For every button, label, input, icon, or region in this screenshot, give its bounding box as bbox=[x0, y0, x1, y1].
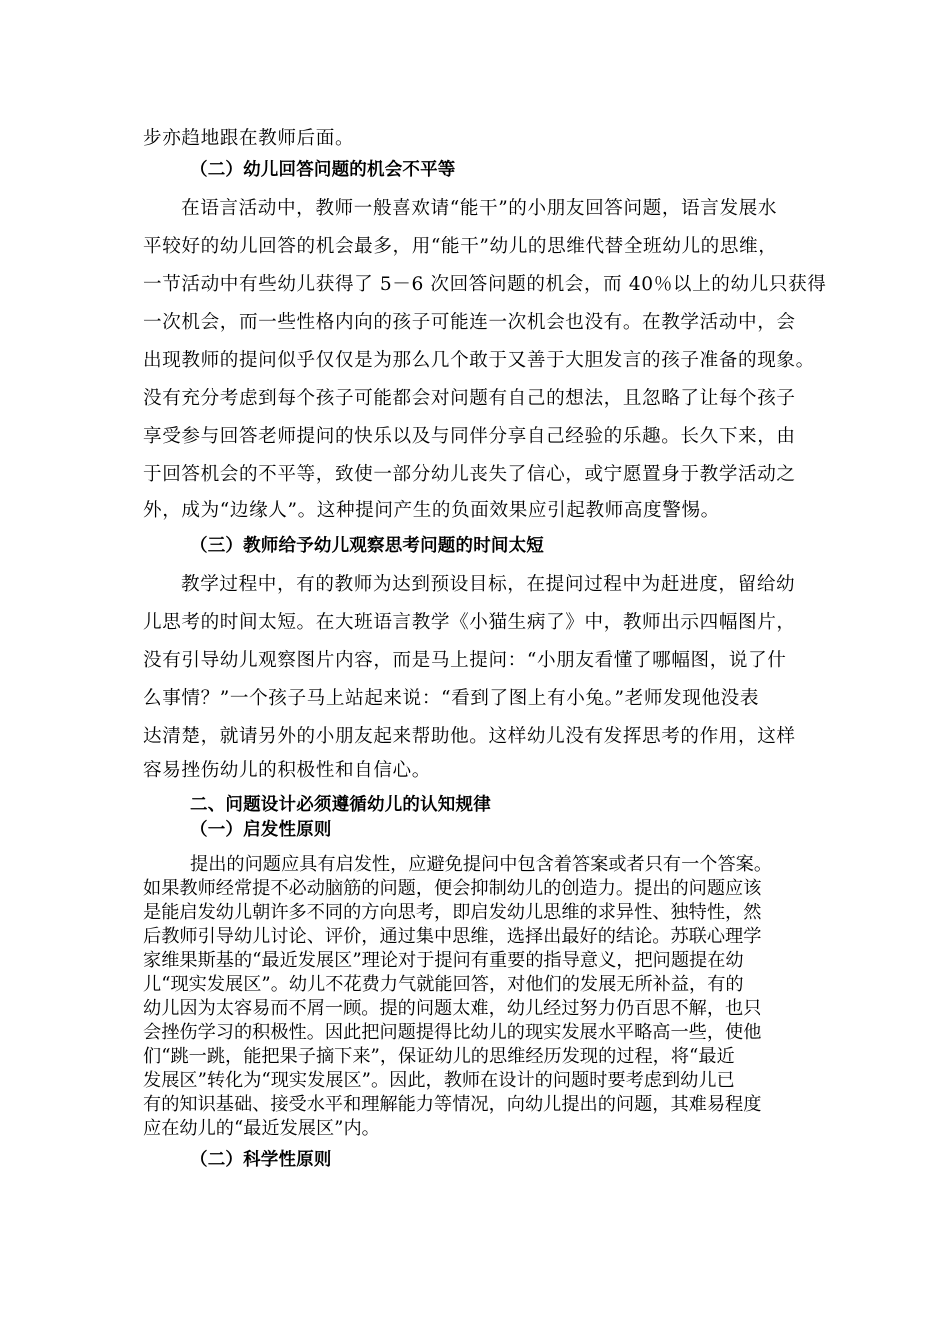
paragraph-line: 外，成为“边缘人”。这种提问产生的负面效果应引起教师高度警惕。 bbox=[143, 500, 720, 521]
paragraph-line: 发展区”转化为“现实发展区”。因此，教师在设计的问题时要考虑到幼儿已 bbox=[143, 1070, 735, 1091]
paragraph-line: 儿“现实发展区”。幼儿不花费力气就能回答，对他们的发展无所补益，有的 bbox=[143, 974, 744, 995]
paragraph-line: 是能启发幼儿朝许多不同的方向思考，即启发幼儿思维的求异性、独特性，然 bbox=[143, 902, 762, 923]
paragraph-line: 如果教师经常提不必动脑筋的问题，便会抑制幼儿的创造力。提出的问题应该 bbox=[143, 878, 762, 899]
section-heading: （三）教师给予幼儿观察思考问题的时间太短 bbox=[190, 536, 544, 556]
paragraph-line: 容易挫伤幼儿的积极性和自信心。 bbox=[143, 760, 431, 781]
paragraph-line: 么事情？”一个孩子马上站起来说：“看到了图上有小兔。”老师发现他没表 bbox=[143, 688, 760, 709]
paragraph-line: 家维果斯基的“最近发展区”理论对于提问有重要的指导意义，把问题提在幼 bbox=[143, 950, 744, 971]
paragraph-line: 享受参与回答老师提问的快乐以及与同伴分享自己经验的乐趣。长久下来，由 bbox=[143, 426, 796, 447]
paragraph-line: 步亦趋地跟在教师后面。 bbox=[143, 128, 355, 149]
paragraph-line: 平较好的幼儿回答的机会最多，用“能干”幼儿的思维代替全班幼儿的思维， bbox=[143, 236, 778, 257]
paragraph-line: 有的知识基础、接受水平和理解能力等情况，向幼儿提出的问题，其难易程度 bbox=[143, 1094, 762, 1115]
chapter-heading: 二、问题设计必须遵循幼儿的认知规律 bbox=[190, 795, 491, 815]
section-heading: （二）幼儿回答问题的机会不平等 bbox=[190, 160, 456, 180]
paragraph-line: 应在幼儿的“最近发展区”内。 bbox=[143, 1118, 380, 1139]
paragraph-line: 提出的问题应具有启发性，应避免提问中包含着答案或者只有一个答案。 bbox=[190, 854, 773, 875]
paragraph-line: 出现教师的提问似乎仅仅是为那么几个敢于又善于大胆发言的孩子准备的现象。 bbox=[143, 350, 815, 371]
paragraph-line: 于回答机会的不平等，致使一部分幼儿丧失了信心，或宁愿置身于教学活动之 bbox=[143, 464, 796, 485]
paragraph-line: 教学过程中，有的教师为达到预设目标，在提问过程中为赶进度，留给幼 bbox=[181, 574, 796, 595]
paragraph-line: 儿思考的时间太短。在大班语言教学《小猫生病了》中，教师出示四幅图片， bbox=[143, 612, 796, 633]
section-heading: （一）启发性原则 bbox=[190, 820, 332, 840]
paragraph-line: 一节活动中有些幼儿获得了 5－6 次回答问题的机会，而 40％以上的幼儿只获得 bbox=[143, 274, 827, 295]
paragraph-line: 后教师引导幼儿讨论、评价，通过集中思维，选择出最好的结论。苏联心理学 bbox=[143, 926, 762, 947]
paragraph-line: 们“跳一跳，能把果子摘下来”，保证幼儿的思维经历发现的过程，将“最近 bbox=[143, 1046, 735, 1067]
section-heading: （二）科学性原则 bbox=[190, 1150, 332, 1170]
paragraph-line: 没有引导幼儿观察图片内容，而是马上提问：“小朋友看懂了哪幅图，说了什 bbox=[143, 650, 787, 671]
paragraph-line: 在语言活动中，教师一般喜欢请“能干”的小朋友回答问题，语言发展水 bbox=[181, 198, 778, 219]
paragraph-line: 会挫伤学习的积极性。因此把问题提得比幼儿的现实发展水平略高一些，使他 bbox=[143, 1022, 762, 1043]
paragraph-line: 幼儿因为太容易而不屑一顾。提的问题太难，幼儿经过努力仍百思不解，也只 bbox=[143, 998, 762, 1019]
paragraph-line: 达清楚，就请另外的小朋友起来帮助他。这样幼儿没有发挥思考的作用，这样 bbox=[143, 726, 796, 747]
paragraph-line: 一次机会，而一些性格内向的孩子可能连一次机会也没有。在教学活动中，会 bbox=[143, 312, 796, 333]
paragraph-line: 没有充分考虑到每个孩子可能都会对问题有自己的想法，且忽略了让每个孩子 bbox=[143, 388, 796, 409]
